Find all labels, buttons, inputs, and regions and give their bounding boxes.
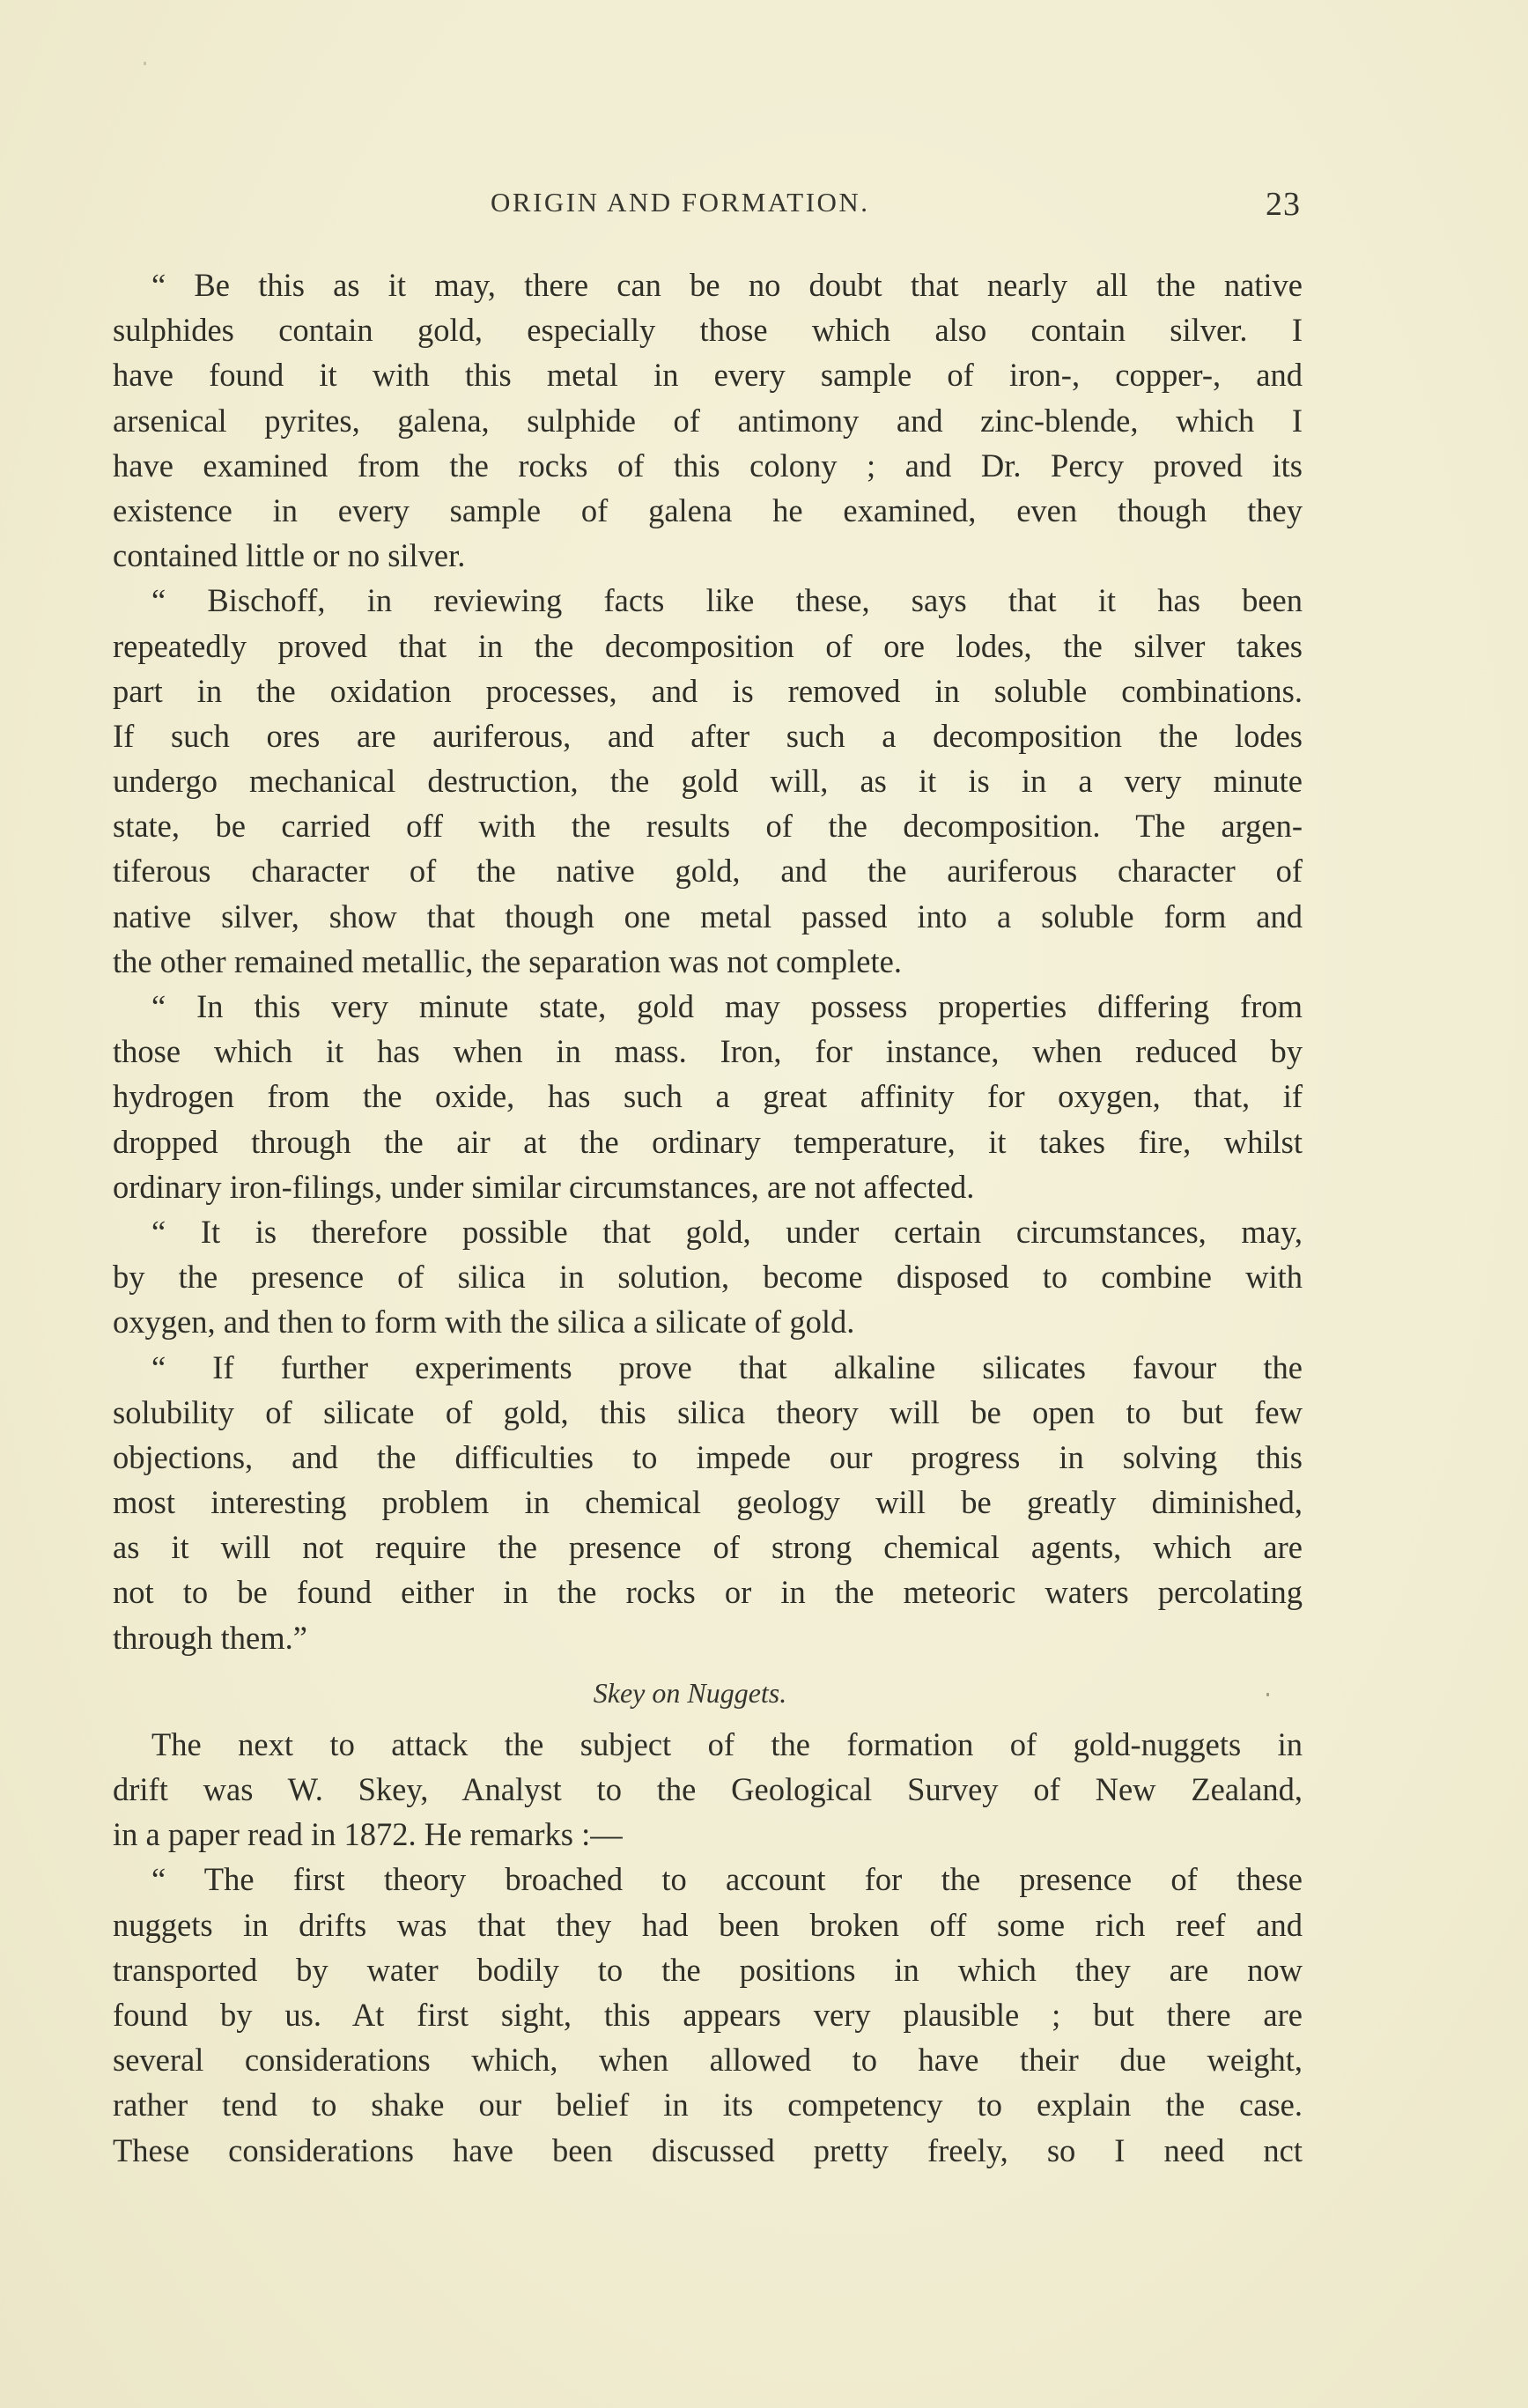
text-line: contained little or no silver. [113,537,466,574]
text-line: several considerations which, when allowed to have their due weight, [113,2042,1303,2079]
text-line: ordinary iron-filings, under similar circumstances, are not affected. [113,1168,975,1205]
text-line: rather tend to shake our belief in its competency to explain the case. [113,2087,1303,2124]
text-line: “ If further experiments prove that alkaline silicates favour the [151,1348,1303,1385]
text-line: “ Be this as it may, there can be no doubt that nearly all the native [151,267,1303,303]
text-line: the other remained metallic, the separation was not complete. [113,942,902,979]
text-line: solubility of silicate of gold, this silica theory will be open to but few [113,1393,1303,1430]
paper-speck [144,62,146,65]
text-line: sulphides contain gold, especially those which also contain silver. I [113,312,1303,349]
text-line: objections, and the difficulties to impede our progress in solving this [113,1438,1303,1475]
paragraph [113,1722,1303,1858]
text-line: have examined from the rocks of this colony ; and Dr. Percy proved its [113,447,1303,484]
text-line: The next to attack the subject of the formation of gold-nuggets in [151,1725,1303,1762]
text-line: drift was W. Skey, Analyst to the Geological Survey of New Zealand, [113,1771,1303,1807]
paragraph [113,578,1303,984]
text-line: undergo mechanical destruction, the gold will, as it is in a very minute [113,763,1303,800]
text-line: through them.” [113,1619,307,1656]
text-line: “ In this very minute state, gold may possess properties differing from [151,988,1303,1024]
text-line: existence in every sample of galena he examined, even though they [113,491,1303,528]
text-line: hydrogen from the oxide, has such a great affinity for oxygen, that, if [113,1078,1303,1115]
text-line: those which it has when in mass. Iron, for instance, when reduced by [113,1033,1303,1070]
text-line: as it will not require the presence of strong chemical agents, which are [113,1529,1303,1566]
page-number: 23 [1266,186,1301,223]
text-line: tiferous character of the native gold, and the auriferous character of [113,853,1303,890]
text-line: in a paper read in 1872. He remarks :— [113,1816,623,1853]
text-line: These considerations have been discussed pretty freely, so I need nct [113,2131,1303,2168]
text-line: state, be carried off with the results of the decomposition. The argen- [113,808,1303,845]
paragraph [113,1345,1303,1660]
text-line: not to be found either in the rocks or in the meteoric waters percolating [113,1574,1303,1611]
text-line: part in the oxidation processes, and is removed in soluble combinations. [113,672,1303,709]
section-heading: Skey on Nuggets. [593,1676,787,1709]
text-line: most interesting problem in chemical geology will be greatly diminished, [113,1484,1303,1521]
body-text [113,262,1303,2173]
text-line: “ It is therefore possible that gold, under certain circumstances, may, [151,1213,1303,1250]
text-line: found by us. At first sight, this appears very plausible ; but there are [113,1996,1303,2033]
text-line: arsenical pyrites, galena, sulphide of antimony and zinc-blende, which I [113,402,1303,439]
paragraph [113,262,1303,578]
text-line: transported by water bodily to the positions in which they are now [113,1951,1303,1988]
paragraph [113,984,1303,1209]
text-line: dropped through the air at the ordinary temperature, it takes fire, whilst [113,1123,1303,1160]
running-title: ORIGIN AND FORMATION. [491,187,870,218]
paper-speck [1266,1693,1269,1696]
text-line: by the presence of silica in solution, become disposed to combine with [113,1259,1303,1296]
text-line: native silver, show that though one metal passed into a soluble form and [113,897,1303,934]
text-line: have found it with this metal in every sample of iron-, copper-, and [113,357,1303,394]
paragraph [113,1857,1303,2172]
paragraph [113,1209,1303,1345]
text-line: oxygen, and then to form with the silica a silicate of gold. [113,1304,855,1341]
running-head [0,187,1528,231]
text-line: nuggets in drifts was that they had been broken off some rich reef and [113,1906,1303,1943]
text-line: repeatedly proved that in the decomposition of ore lodes, the silver takes [113,627,1303,664]
text-line: “ Bischoff, in reviewing facts like these, says that it has been [151,582,1303,619]
text-line: “ The first theory broached to account for the presence of these [151,1861,1303,1898]
text-line: If such ores are auriferous, and after such a decomposition the lodes [113,717,1303,754]
